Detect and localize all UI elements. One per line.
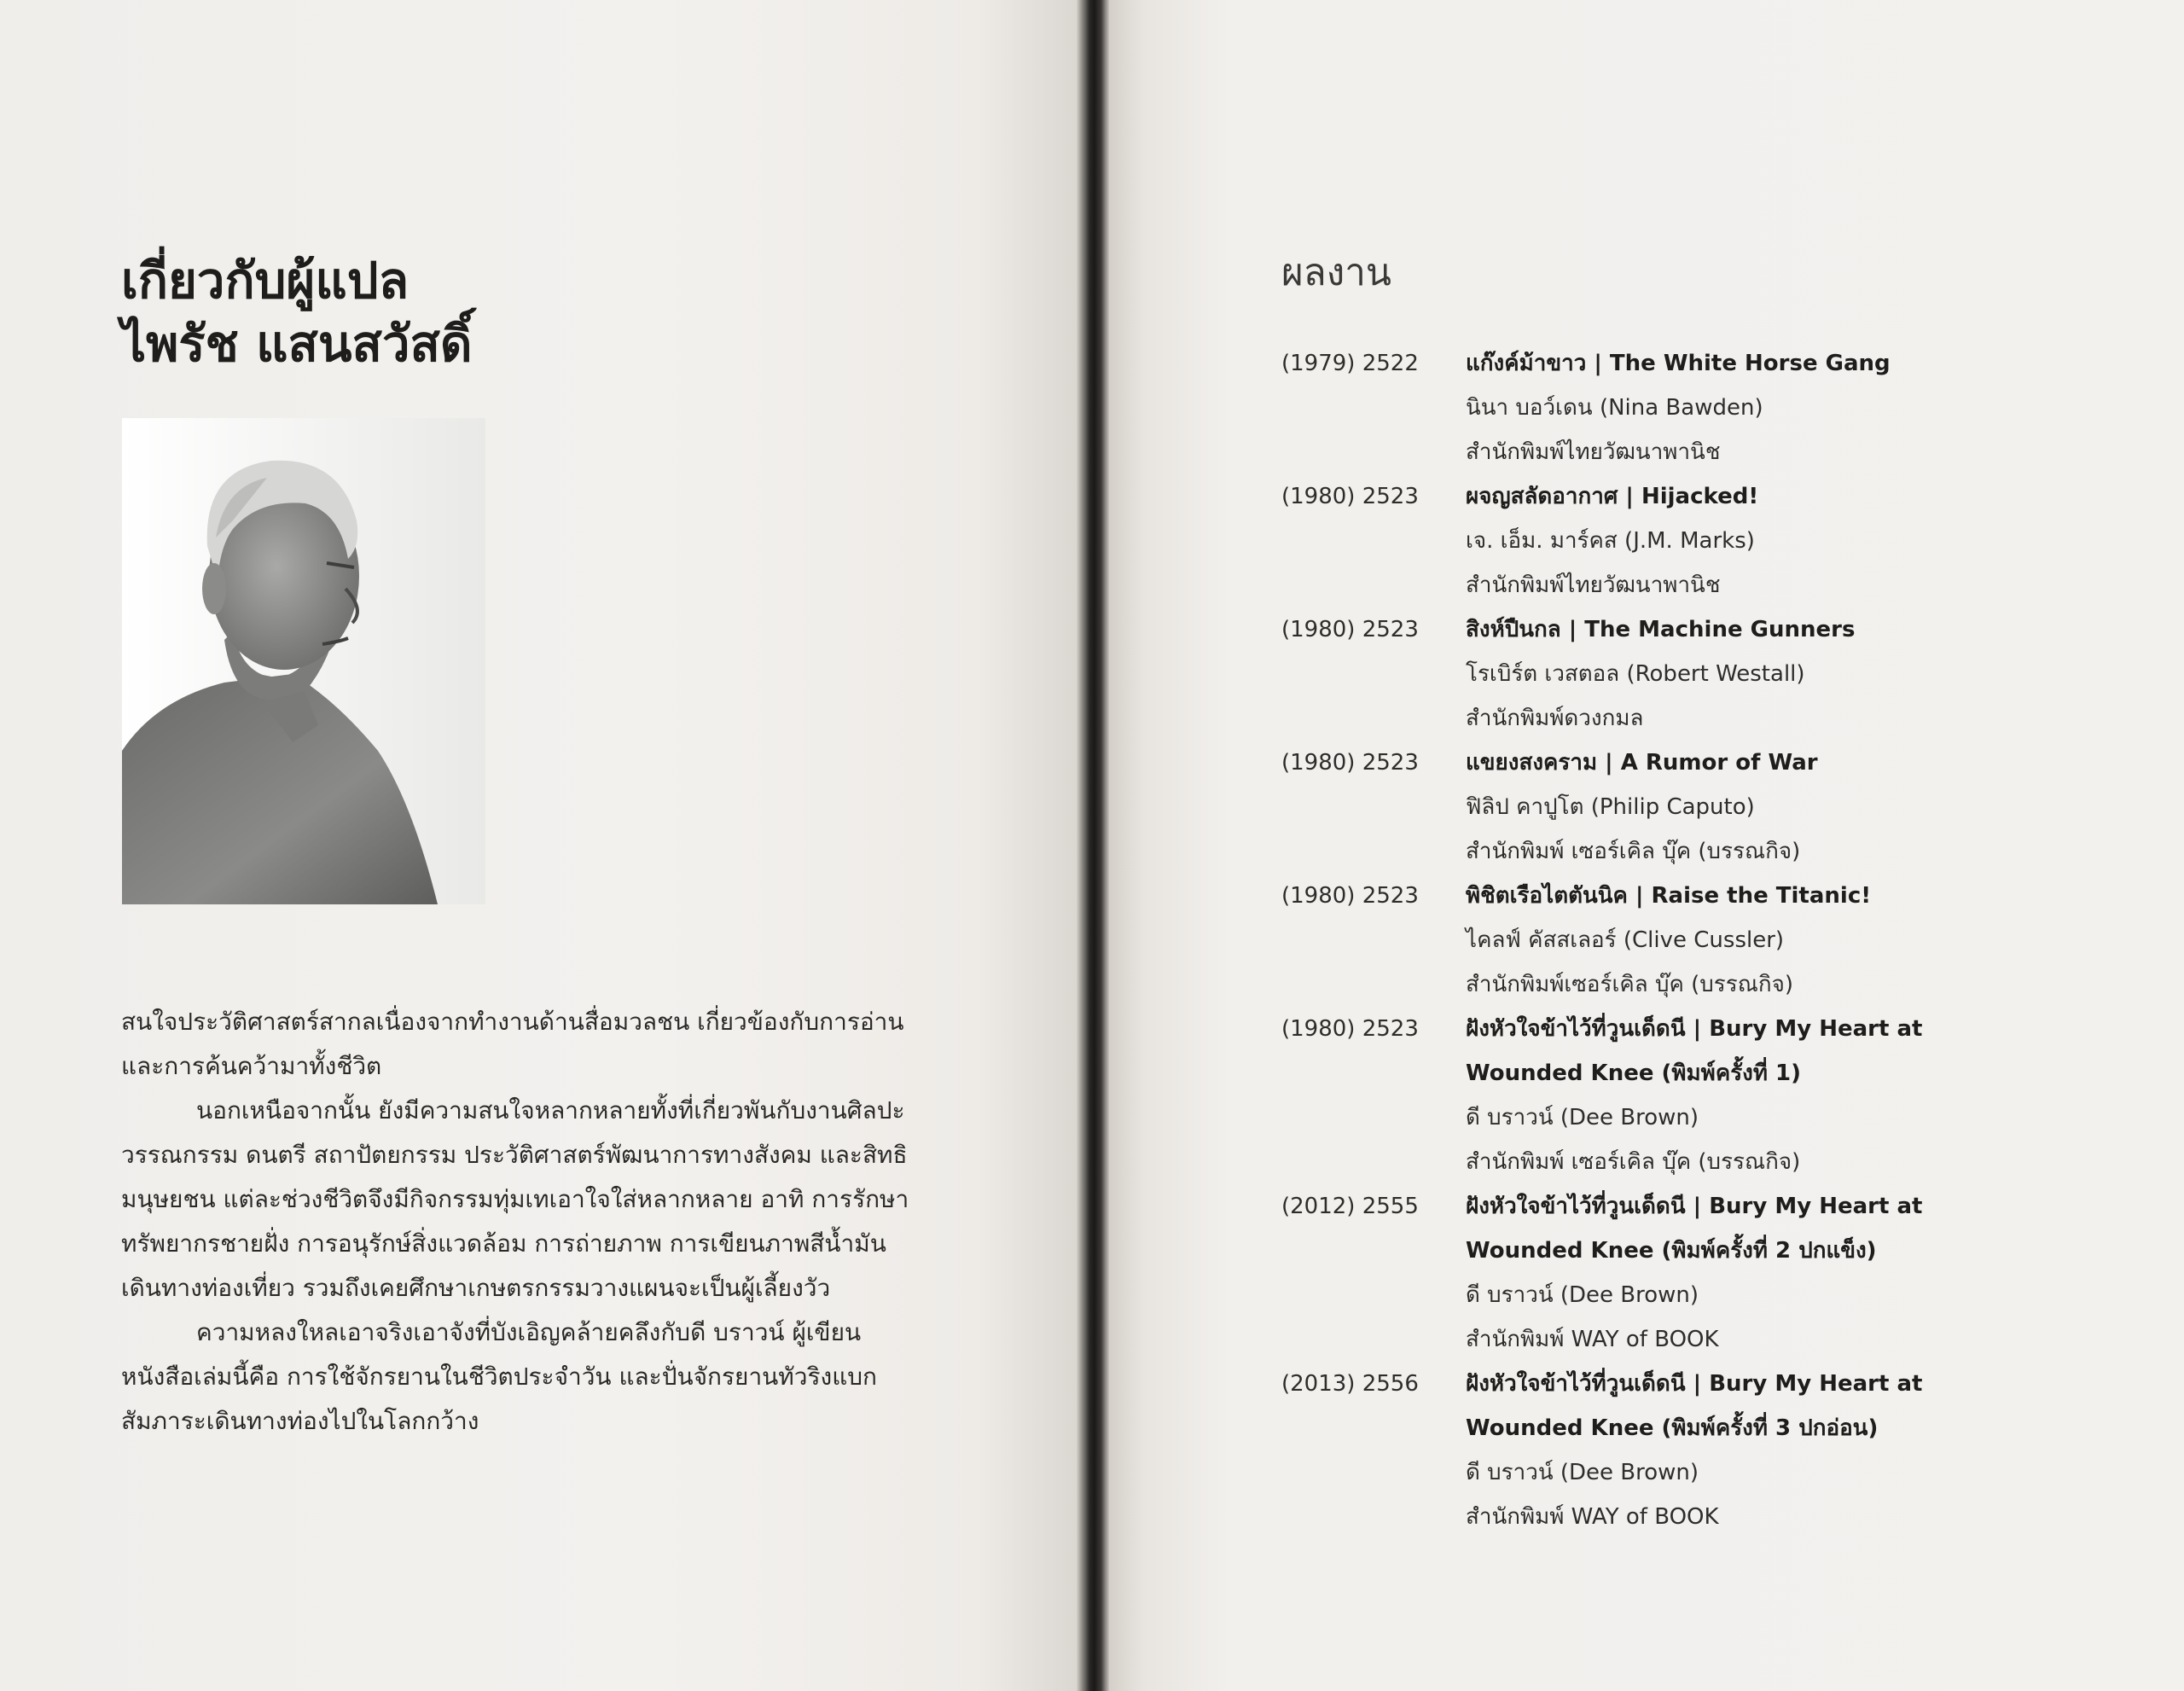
works-entry	[1281, 1362, 1930, 1539]
entry-author: นินา บอว์เดน (Nina Bawden)	[1466, 395, 1763, 421]
bio-paragraph: ความหลงใหลเอาจริงเอาจังที่บังเอิญคล้ายคลึงกับดี บราวน์ ผู้เขียนหนังสือเล่มนี้คือ การใช้จักรยานในชีวิตประจำวัน และปั่นจักรยานทัวริงแบกสัมภาระเดินทางท่องไปในโลกกว้าง	[121, 1318, 877, 1435]
entry-author: ดี บราวน์ (Dee Brown)	[1466, 1282, 1699, 1308]
entry-author: โรเบิร์ต เวสตอล (Robert Westall)	[1466, 661, 1805, 687]
entry-year: (1980) 2523	[1281, 617, 1419, 642]
entry-year: (2013) 2556	[1281, 1371, 1419, 1397]
entry-publisher: สำนักพิมพ์ดวงกมล	[1466, 706, 1644, 731]
entry-author: ดี บราวน์ (Dee Brown)	[1466, 1105, 1699, 1130]
works-title: ผลงาน	[1281, 251, 1392, 294]
entry-publisher: สำนักพิมพ์เซอร์เคิล บุ๊ค (บรรณกิจ)	[1466, 972, 1793, 997]
bio-paragraph: สนใจประวัติศาสตร์สากลเนื่องจากทำงานด้านสื่อมวลชน เกี่ยวข้องกับการอ่านและการค้นคว้ามาทั้งชีวิต	[121, 1008, 904, 1080]
left-page	[0, 0, 1085, 1691]
entry-year: (2012) 2555	[1281, 1194, 1419, 1219]
entry-title: สิงห์ปืนกล | The Machine Gunners	[1466, 617, 1856, 642]
entry-publisher: สำนักพิมพ์ไทยวัฒนาพานิช	[1466, 572, 1721, 598]
entry-title: พิชิตเรือไตตันนิค | Raise the Titanic!	[1466, 883, 1872, 909]
entry-title: แขยงสงคราม | A Rumor of War	[1466, 750, 1818, 776]
translator-portrait	[122, 418, 485, 904]
entry-author: ไคลฟ์ คัสสเลอร์ (Clive Cussler)	[1466, 927, 1785, 953]
entry-year: (1980) 2523	[1281, 484, 1419, 509]
entry-publisher: สำนักพิมพ์ เซอร์เคิล บุ๊ค (บรรณกิจ)	[1466, 1149, 1801, 1175]
entry-publisher: สำนักพิมพ์ WAY of BOOK	[1466, 1504, 1719, 1530]
entry-title: ฝังหัวใจข้าไว้ที่วูนเด็ดนี | Bury My Heart at Wounded Knee (พิมพ์ครั้งที่ 3 ปกอ่อน)	[1466, 1371, 1923, 1441]
works-entry	[1281, 1184, 1930, 1362]
entry-year: (1980) 2523	[1281, 883, 1419, 909]
entry-title: ฝังหัวใจข้าไว้ที่วูนเด็ดนี | Bury My Heart at Wounded Knee (พิมพ์ครั้งที่ 2 ปกแข็ง)	[1466, 1194, 1923, 1264]
entry-year: (1980) 2523	[1281, 750, 1419, 776]
works-entry	[1281, 874, 1930, 1007]
entry-publisher: สำนักพิมพ์ WAY of BOOK	[1466, 1327, 1719, 1352]
works-entry	[1281, 607, 1930, 741]
book-gutter	[1077, 0, 1109, 1691]
entry-title: ฝังหัวใจข้าไว้ที่วูนเด็ดนี | Bury My Heart at Wounded Knee (พิมพ์ครั้งที่ 1)	[1466, 1016, 1923, 1086]
entry-year: (1980) 2523	[1281, 1016, 1419, 1042]
bio-paragraph: นอกเหนือจากนั้น ยังมีความสนใจหลากหลายทั้งที่เกี่ยวพันกับงานศิลปะ วรรณกรรม ดนตรี สถาปัตยกรรม ประวัติศาสตร์พัฒนาการทางสังคม และสิทธิมนุษยชน แต่ละช่วงชีวิตจึงมีกิจกรรมทุ่มเทเอาใจใส่หลากหลาย อาทิ การรักษาทรัพยากรชายฝั่ง การอนุรักษ์สิ่งแวดล้อม การถ่ายภาพ การเขียนภาพสีน้ำมัน เดินทางท่องเที่ยว รวมถึงเคยศึกษาเกษตรกรรมวางแผนจะเป็นผู้เลี้ยงวัว	[121, 1096, 909, 1302]
heading-line-1: เกี่ยวกับผู้แปล	[121, 252, 410, 310]
entry-author: ฟิลิป คาปูโต (Philip Caputo)	[1466, 794, 1755, 820]
works-entry	[1281, 741, 1930, 874]
entry-author: เจ. เอ็ม. มาร์คส (J.M. Marks)	[1466, 528, 1755, 554]
entry-title: แก๊งค์ม้าขาว | The White Horse Gang	[1466, 351, 1891, 376]
entry-title: ผจญสลัดอากาศ | Hijacked!	[1466, 484, 1759, 509]
entry-publisher: สำนักพิมพ์ เซอร์เคิล บุ๊ค (บรรณกิจ)	[1466, 839, 1801, 864]
works-entry	[1281, 474, 1930, 607]
entry-publisher: สำนักพิมพ์ไทยวัฒนาพานิช	[1466, 439, 1721, 465]
translator-bio	[121, 1000, 910, 1444]
entry-author: ดี บราวน์ (Dee Brown)	[1466, 1460, 1699, 1485]
works-list	[1281, 341, 1930, 1539]
works-entry	[1281, 341, 1930, 474]
heading-line-2: ไพรัช แสนสวัสดิ์	[121, 315, 473, 373]
works-entry	[1281, 1007, 1930, 1184]
translator-heading	[121, 249, 473, 375]
entry-year: (1979) 2522	[1281, 351, 1419, 376]
